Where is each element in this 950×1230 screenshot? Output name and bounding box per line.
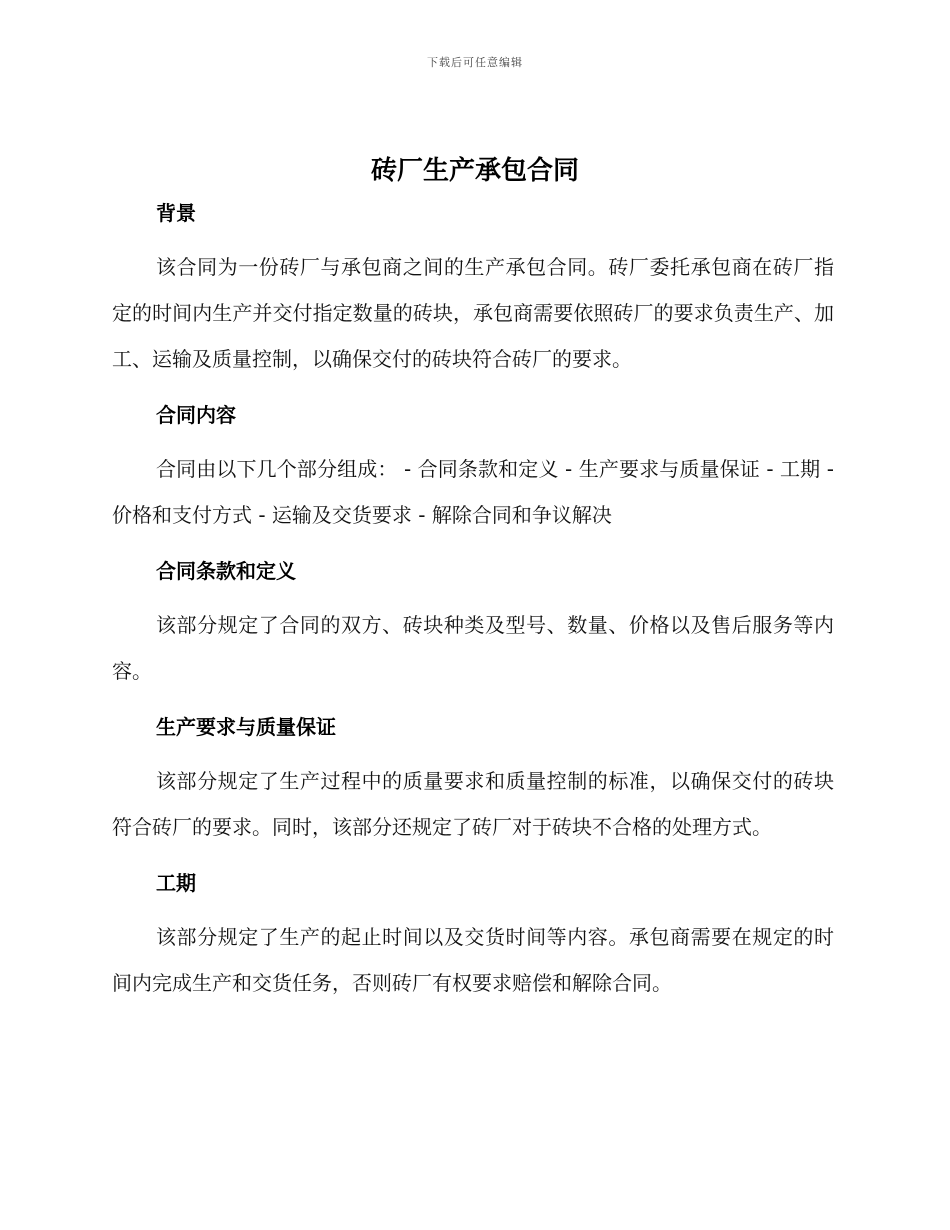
section-heading-background: 背景 xyxy=(156,201,196,225)
document-body xyxy=(112,196,834,1006)
document-title: 砖厂生产承包合同 xyxy=(370,156,579,186)
section-heading-terms-definitions: 合同条款和定义 xyxy=(156,559,296,583)
section-body-schedule: 该部分规定了生产的起止时间以及交货时间等内容。承包商需要在规定的时间内完成生产和交货任务，否则砖厂有权要求赔偿和解除合同。 xyxy=(112,925,834,995)
section-body-background: 该合同为一份砖厂与承包商之间的生产承包合同。砖厂委托承包商在砖厂指定的时间内生产并交付指定数量的砖块，承包商需要依照砖厂的要求负责生产、加工、运输及质量控制，以确保交付的砖块符合砖厂的要求。 xyxy=(112,255,834,371)
section-body-production-quality: 该部分规定了生产过程中的质量要求和质量控制的标准，以确保交付的砖块符合砖厂的要求。同时，该部分还规定了砖厂对于砖块不合格的处理方式。 xyxy=(112,769,834,839)
section-heading-contract-contents: 合同内容 xyxy=(156,403,236,427)
section-heading-schedule: 工期 xyxy=(156,871,196,895)
section-body-contract-contents: 合同由以下几个部分组成： - 合同条款和定义 - 生产要求与质量保证 - 工期 - 价格和支付方式 - 运输及交货要求 - 解除合同和争议解决 xyxy=(112,457,834,527)
page-header-note: 下载后可任意编辑 xyxy=(427,56,523,69)
section-heading-production-quality: 生产要求与质量保证 xyxy=(156,715,336,739)
section-body-terms-definitions: 该部分规定了合同的双方、砖块种类及型号、数量、价格以及售后服务等内容。 xyxy=(112,613,834,683)
